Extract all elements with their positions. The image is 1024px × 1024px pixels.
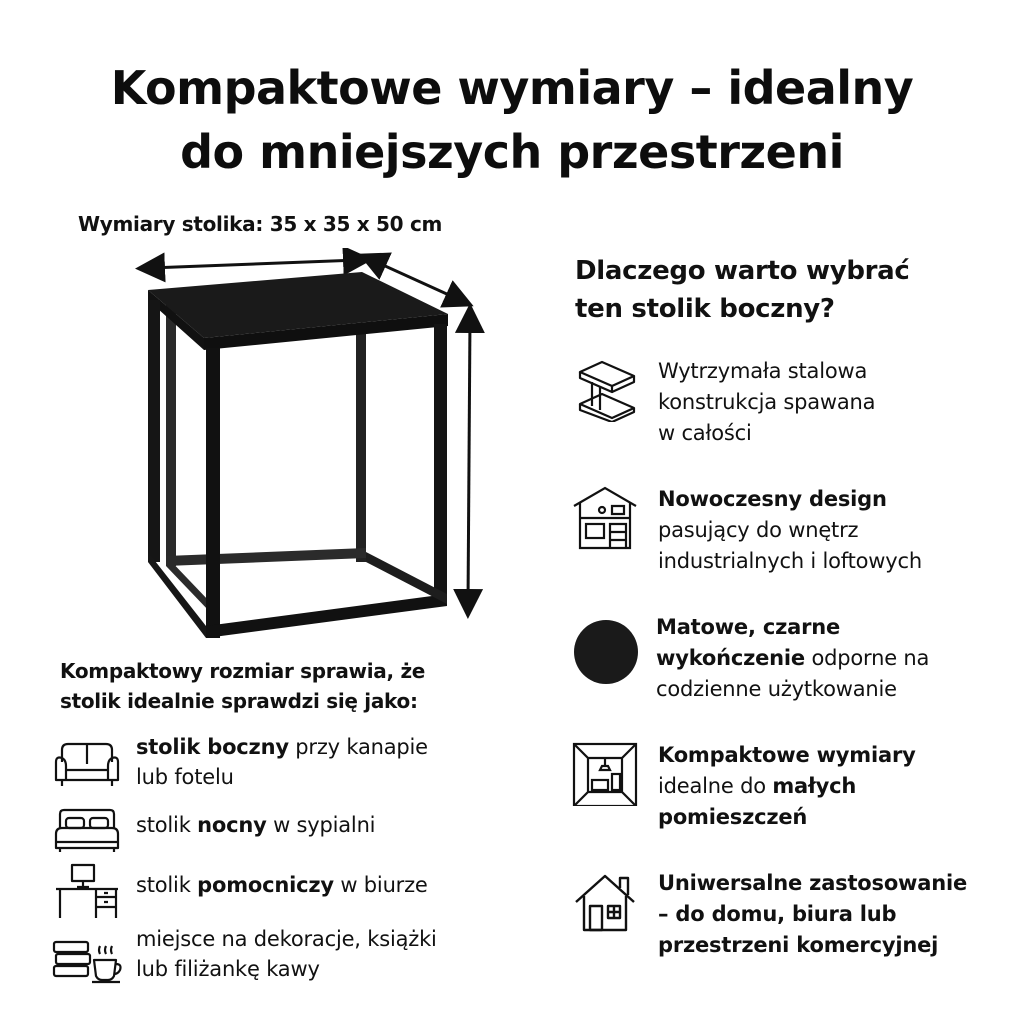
- feature2-line2: industrialnych i loftowych: [658, 549, 922, 573]
- feature3-rest2: odporne na: [804, 646, 930, 670]
- desk-icon: [52, 858, 122, 918]
- sofa-icon: [52, 740, 122, 790]
- use1-bold: stolik boczny: [136, 735, 289, 759]
- use2-rest: w sypialni: [266, 813, 376, 837]
- feature5-bold2: – do domu, biura lub: [658, 902, 897, 926]
- why-heading-line1: Dlaczego warto wybrać: [575, 256, 910, 286]
- feature3-bold2: wykończenie: [656, 646, 805, 670]
- feature4-text2a: idealne do: [658, 774, 773, 798]
- compact-heading: [60, 656, 425, 716]
- use2-bold: nocny: [197, 813, 267, 837]
- feature-text: [656, 612, 1016, 705]
- feature3-bold1: Matowe, czarne: [656, 615, 841, 639]
- feature1-line1: Wytrzymała stalowa: [658, 359, 868, 383]
- use1-rest: przy kanapie: [288, 735, 428, 759]
- page-title-line2: do mniejszych przestrzeni: [180, 125, 844, 179]
- feature1-line2: konstrukcja spawana: [658, 390, 876, 414]
- feature4-bold1: Kompaktowe wymiary: [658, 743, 916, 767]
- why-heading: [575, 252, 910, 328]
- compact-room-icon: [572, 740, 638, 806]
- use-text: [136, 732, 428, 792]
- house-icon: [572, 868, 638, 934]
- use4-line2: lub filiżankę kawy: [136, 957, 320, 981]
- feature1-line3: w całości: [658, 421, 752, 445]
- bed-icon: [52, 806, 122, 856]
- use3-pre: stolik: [136, 873, 198, 897]
- dimensions-label: Wymiary stolika: 35 x 35 x 50 cm: [78, 212, 443, 236]
- why-heading-line2: ten stolik boczny?: [575, 294, 835, 324]
- books-cup-icon: [52, 930, 122, 986]
- loft-interior-icon: [572, 484, 638, 550]
- use3-bold: pomocniczy: [197, 873, 334, 897]
- feature2-bold: Nowoczesny design: [658, 487, 887, 511]
- matte-black-swatch-icon: [572, 618, 638, 684]
- steel-beam-icon: [572, 356, 638, 422]
- use-text: [136, 870, 428, 900]
- width-dimension-arrow: [150, 260, 358, 268]
- feature3-line3: codzienne użytkowanie: [656, 677, 897, 701]
- use-text: [136, 810, 375, 840]
- feature2-line1: pasujący do wnętrz: [658, 518, 859, 542]
- feature4-bold3: pomieszczeń: [658, 805, 808, 829]
- use-text: [136, 924, 437, 984]
- height-dimension-arrow: [468, 318, 470, 604]
- use3-rest: w biurze: [333, 873, 428, 897]
- use1-line2: lub fotelu: [136, 765, 234, 789]
- table-frame: [148, 272, 448, 638]
- compact-heading-line1: Kompaktowy rozmiar sprawia, że: [60, 659, 426, 683]
- use4-line1: miejsce na dekoracje, książki: [136, 927, 437, 951]
- feature-text: [658, 356, 1018, 449]
- compact-heading-line2: stolik idealnie sprawdzi się jako:: [60, 689, 418, 713]
- feature4-bold2: małych: [772, 774, 857, 798]
- feature-text: [658, 484, 1018, 577]
- use2-pre: stolik: [136, 813, 198, 837]
- page-title-line1: Kompaktowe wymiary – idealny: [110, 61, 914, 115]
- page-title: [0, 56, 1024, 184]
- feature-text: [658, 868, 1018, 961]
- feature5-bold1: Uniwersalne zastosowanie: [658, 871, 968, 895]
- feature-text: [658, 740, 1018, 833]
- side-table-illustration: [130, 248, 490, 648]
- feature5-bold3: przestrzeni komercyjnej: [658, 933, 939, 957]
